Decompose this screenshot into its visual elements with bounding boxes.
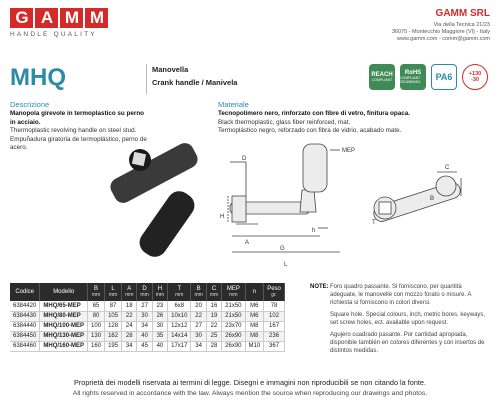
reach-badge-label: REACH	[371, 72, 393, 78]
logo-letter: M	[85, 8, 108, 28]
dim-label-d: D	[242, 156, 247, 162]
table-cell: M6	[245, 311, 264, 321]
footer-line-it: Proprietà dei modelli riservata ai termini di legge. Disegni e immagini non riproducibili se non citando la fonte.	[73, 378, 427, 387]
table-cell: 23	[152, 301, 167, 311]
table-cell: MHQ/130-MEP	[40, 331, 88, 341]
logo-letter: A	[35, 8, 58, 28]
table-row	[10, 321, 284, 331]
dim-label-h-small: h	[312, 228, 316, 234]
table-cell: 367	[264, 341, 285, 351]
table-cell: MHQ/80-MEP	[40, 311, 88, 321]
col-header-t: T mm	[168, 283, 191, 301]
table-cell: 162	[105, 331, 122, 341]
table-cell: 26x90	[222, 331, 245, 341]
table-cell: 26	[152, 311, 167, 321]
table-cell: 26x90	[222, 341, 245, 351]
rohs-badge-label: RoHS	[404, 70, 422, 76]
company-info	[392, 8, 490, 43]
table-cell: 195	[105, 341, 122, 351]
table-cell: 40	[137, 331, 152, 341]
dim-label-h: H	[220, 214, 225, 220]
rohs-badge	[400, 64, 426, 90]
table-row	[10, 341, 284, 351]
logo-letter: G	[10, 8, 33, 28]
table-cell: 28	[122, 331, 137, 341]
reach-badge-sub: COMPLIANT	[371, 78, 393, 82]
table-cell: 35	[152, 331, 167, 341]
table-cell: M10	[245, 341, 264, 351]
table-cell: 6384440	[10, 321, 40, 331]
description-en: Thermoplastic revolving handle on steel stud.	[10, 127, 137, 134]
dimensions-table	[10, 283, 285, 352]
col-header-d: D mm	[137, 283, 152, 301]
material-it: Tecnopolimero nero, rinforzato con fibre di vetro, finitura opaca.	[218, 110, 410, 117]
table-cell: 40	[152, 341, 167, 351]
table-cell: 27	[191, 321, 206, 331]
note-en: Square hole. Special colours, inch, metric bores, keyways, set screw holes, ect. available upon request.	[330, 312, 486, 326]
description-it: Manopola girevole in termoplastico su perno in acciaio.	[10, 110, 145, 126]
certification-badges	[369, 64, 488, 90]
table-cell: MHQ/160-MEP	[40, 341, 88, 351]
col-header-codice: Codice	[10, 283, 40, 301]
table-cell: 23x70	[222, 321, 245, 331]
table-cell: 14x14	[168, 331, 191, 341]
table-cell: 22	[122, 311, 137, 321]
table-cell: MHQ/65-MEP	[40, 301, 88, 311]
dim-label-g: G	[280, 246, 285, 252]
temperature-max: +130	[468, 71, 482, 77]
notes-section	[310, 283, 490, 359]
col-header-modello: Modello	[40, 283, 88, 301]
col-header-a: A mm	[122, 283, 137, 301]
table-cell: 20	[191, 301, 206, 311]
temperature-min: -30	[471, 77, 479, 83]
col-header-l: L mm	[105, 283, 122, 301]
gamm-logo	[10, 8, 108, 38]
table-cell: 130	[88, 331, 105, 341]
table-row	[10, 311, 284, 321]
table-cell: M8	[245, 321, 264, 331]
table-cell: 34	[191, 341, 206, 351]
table-header-row	[10, 283, 284, 301]
footer-line-en: All rights reserved in accordance with the law. Always mention the source when reproducing our drawings and photos.	[72, 390, 428, 397]
table-cell: 12x12	[168, 321, 191, 331]
table-cell: 105	[105, 311, 122, 321]
notes-heading: NOTE:	[310, 284, 329, 290]
table-cell: 167	[264, 321, 285, 331]
table-row	[10, 301, 284, 311]
dim-label-a: A	[245, 240, 250, 246]
pa6-badge	[431, 64, 457, 90]
table-cell: 30	[191, 331, 206, 341]
footer	[0, 378, 500, 397]
technical-drawing	[0, 140, 500, 290]
dim-label-mep: MEP	[342, 148, 356, 154]
table-cell: 22	[191, 311, 206, 321]
product-code: MHQ	[10, 64, 66, 91]
company-city: 36075 - Montecchio Maggiore (VI) - Italy	[391, 29, 490, 35]
note-it: Foro quadro passante. Si forniscono, per quantità adeguate, le manovelle con mozzo forato o misure. A richiesta si forniscono in colori diversi.	[330, 284, 472, 306]
table-cell: 27	[137, 301, 152, 311]
table-cell: 10x10	[168, 311, 191, 321]
logo-letter: M	[60, 8, 83, 28]
table-cell: 16	[206, 301, 221, 311]
col-header-c: C mm	[206, 283, 221, 301]
dim-label-b: B	[430, 196, 435, 202]
table-cell: M6	[245, 301, 264, 311]
temperature-badge	[462, 64, 488, 90]
product-photo	[107, 140, 200, 262]
table-row	[10, 331, 284, 341]
company-contacts: www.gamm.com - comm@gamm.com	[397, 36, 490, 42]
description-heading: Descrizione	[10, 100, 50, 109]
pa6-badge-label: PA6	[435, 72, 453, 82]
table-cell: 6384460	[10, 341, 40, 351]
table-cell: 6x8	[168, 301, 191, 311]
table-cell: 80	[88, 311, 105, 321]
note-es: Agujero cuadrado pasante. Por cantidad apropiada, disponible también en colores diferentes y con insertos de distintos medidas.	[330, 332, 485, 354]
logo-letters	[10, 8, 108, 28]
col-header-peso: Peso gr.	[264, 283, 285, 301]
col-header-mep: MEP mm	[222, 283, 245, 301]
table-cell: 24	[122, 321, 137, 331]
reach-badge	[369, 64, 395, 90]
table-cell: 236	[264, 331, 285, 341]
table-cell: 22	[206, 321, 221, 331]
table-cell: 160	[88, 341, 105, 351]
table-cell: 18	[122, 301, 137, 311]
table-cell: 100	[88, 321, 105, 331]
dim-label-t: T	[372, 220, 376, 226]
table-cell: 87	[105, 301, 122, 311]
header-divider	[146, 64, 147, 94]
table-cell: 65	[88, 301, 105, 311]
logo-tagline: HANDLE QUALITY	[10, 31, 97, 38]
rohs-badge-sub: COMPLIANT 2015/863/EU	[400, 76, 421, 84]
table-cell: MHQ/100-MEP	[40, 321, 88, 331]
table-cell: 28	[206, 341, 221, 351]
col-header-b2: B mm	[191, 283, 206, 301]
table-cell: 45	[137, 341, 152, 351]
dim-label-c: C	[445, 165, 450, 171]
company-address: Via della Tecnica 21/23	[433, 22, 490, 28]
col-header-n: n	[245, 283, 264, 301]
table-cell: 102	[264, 311, 285, 321]
table-cell: 30	[137, 311, 152, 321]
table-cell: M8	[245, 331, 264, 341]
table-cell: 19	[206, 311, 221, 321]
material-es: Termoplástico negro, reforzado con fibra de vidrio, acabado mate.	[218, 127, 402, 134]
table-cell: 21x50	[222, 311, 245, 321]
table-cell: 25	[206, 331, 221, 341]
table-cell: 34	[122, 341, 137, 351]
company-name: GAMM SRL	[435, 8, 490, 19]
product-title-it: Manovella	[152, 65, 189, 74]
table-cell: 17x17	[168, 341, 191, 351]
table-cell: 21x50	[222, 301, 245, 311]
front-view-drawing	[372, 172, 463, 224]
dim-label-l: L	[284, 262, 288, 268]
table-cell: 6384420	[10, 301, 40, 311]
material-heading: Materiale	[218, 100, 249, 109]
description-es: Empuñadura giratoria de termoplástico, perno de acero.	[10, 135, 147, 151]
material-en: Black thermoplastic, glass fiber reinforced, mat.	[218, 118, 351, 126]
table-cell: 128	[105, 321, 122, 331]
table-body	[10, 301, 284, 351]
table-cell: 34	[137, 321, 152, 331]
table-cell: 6384430	[10, 311, 40, 321]
table-cell: 78	[264, 301, 285, 311]
table-cell: 6384450	[10, 331, 40, 341]
col-header-b: B mm	[88, 283, 105, 301]
material-text	[218, 110, 478, 136]
product-title-en-es: Crank handle / Manivela	[152, 78, 238, 87]
col-header-h: H mm	[152, 283, 167, 301]
table-cell: 30	[152, 321, 167, 331]
